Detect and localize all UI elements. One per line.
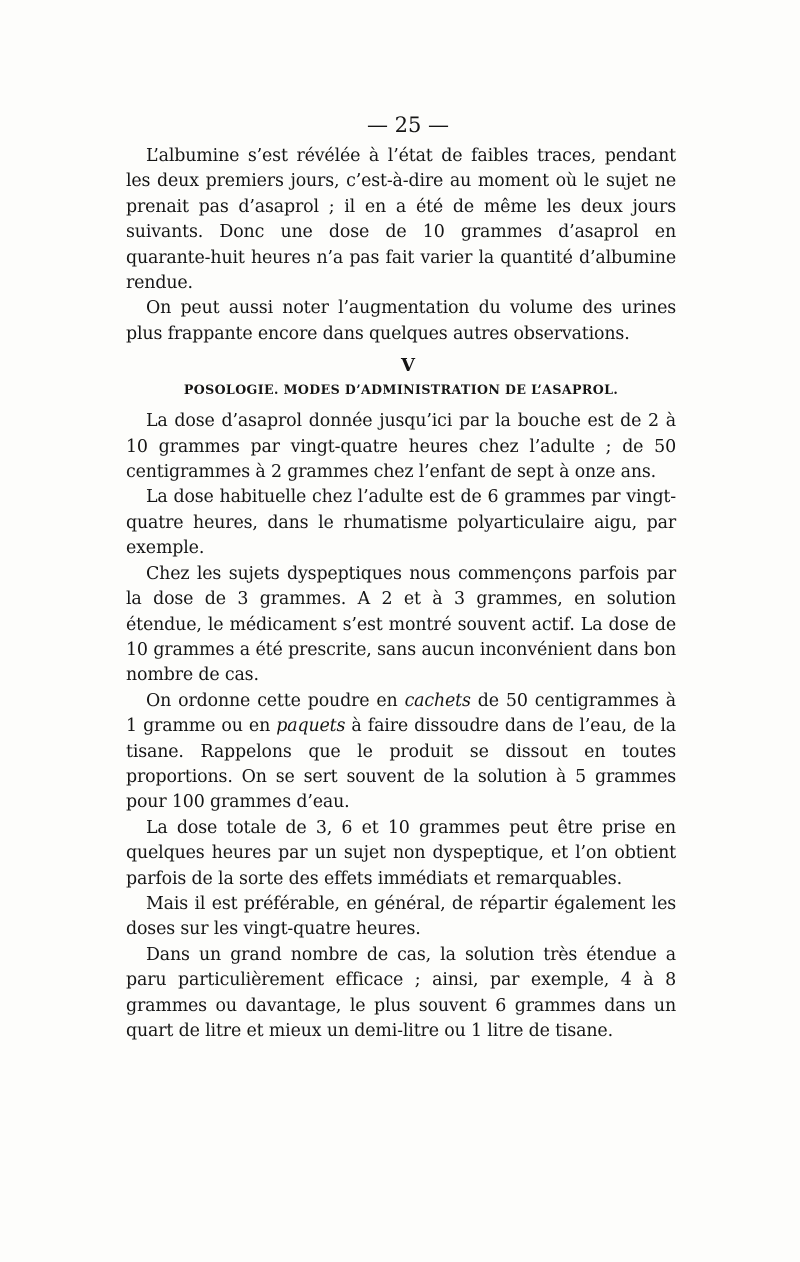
page-number: — 25 —: [366, 113, 450, 137]
paragraph-albumine: L’albumine s’est révélée à l’état de faibles traces, pendant les deux premiers jours, c’est-à-dire au moment où le sujet ne prenait pas d’asaprol ; il en a été de même les deux jours suivants. Donc une dose de 10 grammes d’asaprol en quarante-huit heures n’a pas fait varier la quantité d’albumine rendue.: [126, 146, 676, 294]
paragraph-solution-etendue: Dans un grand nombre de cas, la solution très étendue a paru particulièrement efficace ; ainsi, par exemple, 4 à 8 grammes ou davantage, le plus souvent 6 grammes dans un quart de litre et mieux un demi-litre ou 1 litre de tisane.: [126, 944, 676, 1041]
paragraph-dose-range: La dose d’asaprol donnée jusqu’ici par la bouche est de 2 à 10 grammes par vingt-quatre heures chez l’adulte ; de 50 centigrammes à 2 grammes chez l’enfant de sept à onze ans.: [126, 411, 676, 483]
section-number: V: [401, 355, 415, 377]
cachets-italic: cachets: [404, 690, 471, 711]
cachets-text-1: On ordonne cette poudre en: [146, 690, 405, 711]
paragraph-cachets: [126, 689, 676, 816]
cachets-text-3: à faire dissoudre dans de l’eau, de la tisane. Rappelons que le produit se dissout en toutes proportions. On se sert souvent de la solution à 5 grammes pour 100 grammes d’eau.: [126, 716, 676, 813]
book-page: [126, 112, 676, 1044]
section-title: POSOLOGIE. MODES D’ADMINISTRATION DE L’ASAPROL.: [183, 382, 619, 398]
paragraph-urines: On peut aussi noter l’augmentation du volume des urines plus frappante encore dans quelques autres observations.: [126, 298, 676, 344]
paragraph-dyspeptiques: Chez les sujets dyspeptiques nous commençons parfois par la dose de 3 grammes. A 2 et à 3 grammes, en solution étendue, le médicament s’est montré souvent actif. La dose de 10 grammes a été prescrite, sans aucun inconvénient dans bon nombre de cas.: [126, 563, 676, 686]
paquets-italic: paquets: [276, 716, 346, 737]
paragraph-dose-totale: La dose totale de 3, 6 et 10 grammes peut être prise en quelques heures par un sujet non dyspeptique, et l’on obtient parfois de la sorte des effets immédiats et remarquables.: [126, 817, 676, 889]
cachets-text-2: de 50 centigrammes à 1 gramme ou en: [126, 690, 676, 737]
paragraph-dose-habituelle: La dose habituelle chez l’adulte est de 6 grammes par vingt-quatre heures, dans le rhumatisme polyarticulaire aigu, par exemple.: [126, 487, 676, 559]
paragraph-repartir: Mais il est préférable, en général, de répartir également les doses sur les vingt-quatre heures.: [126, 893, 676, 940]
